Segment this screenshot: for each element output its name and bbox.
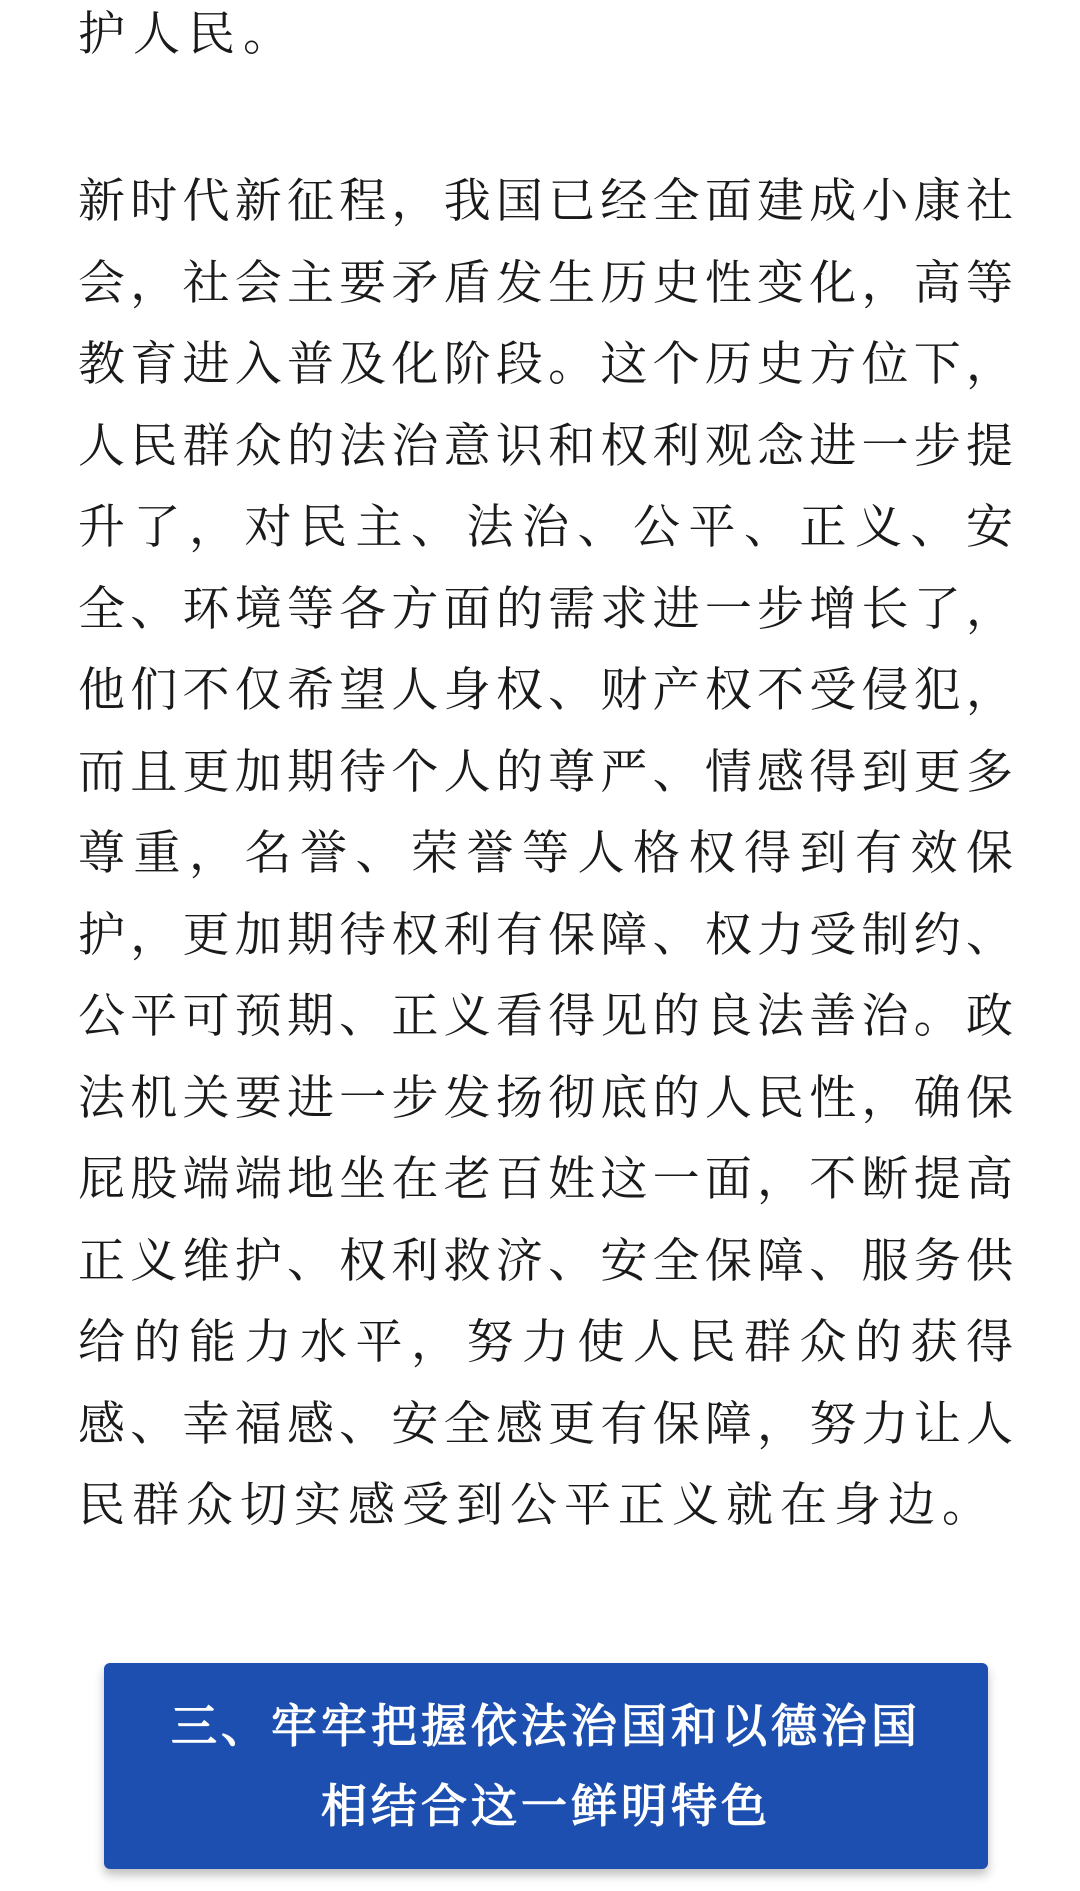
paragraph-line: 公平可预期、正义看得见的良法善治。政 bbox=[78, 989, 1013, 1044]
paragraph-line: 尊重，名誉、荣誉等人格权得到有效保 bbox=[78, 826, 1013, 881]
paragraph-line: 给的能力水平，努力使人民群众的获得 bbox=[78, 1315, 1013, 1370]
paragraph-line: 教育进入普及化阶段。这个历史方位下， bbox=[78, 337, 1013, 392]
section-heading-line: 三、牢牢把握依法治国和以德治国 bbox=[171, 1699, 921, 1753]
paragraph-line: 屁股端端地坐在老百姓这一面，不断提高 bbox=[78, 1152, 1013, 1207]
paragraph-line: 民群众切实感受到公平正义就在身边。 bbox=[78, 1478, 996, 1533]
paragraph-line: 正义维护、权利救济、安全保障、服务供 bbox=[78, 1233, 1013, 1289]
paragraph-main bbox=[78, 161, 1013, 1547]
paragraph-line: 全、环境等各方面的需求进一步增长了， bbox=[78, 581, 1013, 637]
section-heading-line: 相结合这一鲜明特色 bbox=[321, 1779, 771, 1833]
paragraph-line: 新时代新征程，我国已经全面建成小康社 bbox=[78, 174, 1013, 229]
paragraph-line: 他们不仅希望人身权、财产权不受侵犯， bbox=[78, 663, 1013, 718]
article-body bbox=[78, 0, 1013, 1533]
paragraph-line: 升了，对民主、法治、公平、正义、安 bbox=[78, 500, 1013, 555]
paragraph-line: 法机关要进一步发扬彻底的人民性，确保 bbox=[78, 1070, 1013, 1126]
paragraph-line: 会，社会主要矛盾发生历史性变化，高等 bbox=[78, 255, 1013, 311]
paragraph-line: 感、幸福感、安全感更有保障，努力让人 bbox=[78, 1396, 1013, 1452]
section-heading-box bbox=[104, 1663, 988, 1869]
paragraph-line: 护，更加期待权利有保障、权力受制约、 bbox=[78, 907, 1013, 963]
paragraph-continued: 护人民。 bbox=[78, 7, 298, 62]
paragraph-line: 而且更加期待个人的尊严、情感得到更多 bbox=[78, 744, 1013, 800]
paragraph-line: 人民群众的法治意识和权利观念进一步提 bbox=[78, 418, 1013, 474]
